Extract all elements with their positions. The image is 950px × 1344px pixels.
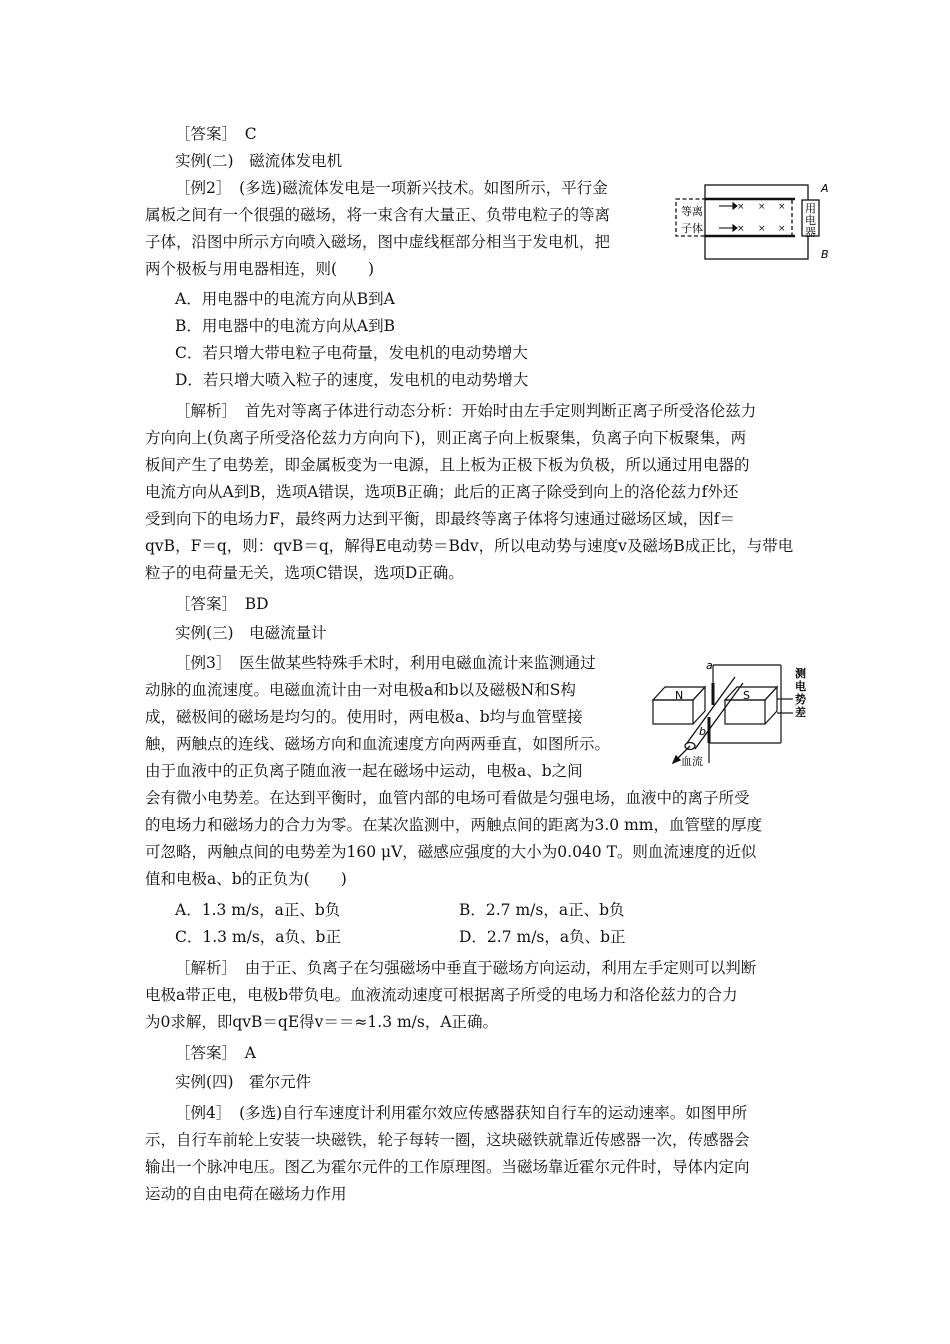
answer-1: ［答案］ C <box>175 125 257 143</box>
electrode-b-label: b <box>699 725 706 738</box>
example-3-line: 可忽略，两触点间的电势差为160 μV，磁感应强度的大小为0.040 T。则血流速度的近似 <box>145 843 757 861</box>
option-b: B．用电器中的电流方向从A到B <box>175 317 395 335</box>
field-cross: × <box>758 224 766 234</box>
measure-label: 差 <box>795 706 806 719</box>
example-3-line: 会有微小电势差。在达到平衡时，血管内部的电场可看做是匀强电场，血液中的离子所受 <box>145 789 750 807</box>
device-label: 用 <box>805 202 816 215</box>
analysis-2-line: 方向向上(负离子所受洛伦兹力方向向下)，则正离子向上板聚集，负离子向下板聚集，两 <box>145 429 747 447</box>
analysis-3-line: 电极a带正电，电极b带负电。血液流动速度可根据离子所受的电场力和洛伦兹力的合力 <box>145 986 738 1004</box>
example-4-line: 示，自行车前轮上安装一块磁铁，轮子每转一圈，这块磁铁就靠近传感器一次，传感器会 <box>145 1131 750 1149</box>
analysis-2-line: 电流方向从A到B，选项A错误，选项B正确；此后的正离子除受到向上的洛伦兹力f外还 <box>145 483 739 501</box>
option-a: A．1.3 m/s，a正、b负 <box>175 901 341 919</box>
analysis-2-line: 受到向下的电场力F，最终两力达到平衡，即最终等离子体将匀速通过磁场区域，因f＝ <box>145 510 735 528</box>
example-3-line: 触，两触点的连线、磁场方向和血流速度方向两两垂直，如图所示。 <box>145 735 611 753</box>
plate-b-label: B <box>821 248 829 261</box>
example-4-line: 输出一个脉冲电压。图乙为霍尔元件的工作原理图。当磁场靠近霍尔元件时，导体内定向 <box>145 1158 750 1176</box>
example-3-line: 成，磁极间的磁场是均匀的。使用时，两电极a、b均与血管壁接 <box>145 708 583 726</box>
plasma-label: 等离 <box>681 205 703 218</box>
example-3-line: 动脉的血流速度。电磁血流计由一对电极a和b以及磁极N和S构 <box>145 681 576 699</box>
example-2-line: 两个极板与用电器相连，则( ) <box>145 260 375 278</box>
device-label: 电 <box>805 214 816 227</box>
example-4-line: ［例4］ (多选)自行车速度计利用霍尔效应传感器获知自行车的运动速率。如图甲所 <box>175 1104 748 1122</box>
section-title-2: 实例(二) 磁流体发电机 <box>175 152 343 170</box>
example-4-line: 运动的自由电荷在磁场力作用 <box>145 1185 347 1203</box>
pole-s-label: S <box>743 689 750 702</box>
answer-2: ［答案］ BD <box>175 595 269 613</box>
option-c: C．1.3 m/s，a负、b正 <box>175 928 341 946</box>
field-cross: × <box>737 224 745 234</box>
example-3-line: 的电场力和磁场力的合力为零。在某次监测中，两触点间的距离为3.0 mm，血管壁的厚度 <box>145 816 762 834</box>
device-label: 器 <box>805 226 816 239</box>
example-2-line: ［例2］ (多选)磁流体发电是一项新兴技术。如图所示，平行金 <box>175 179 608 197</box>
option-a: A．用电器中的电流方向从B到A <box>175 290 395 308</box>
analysis-2-line: 粒子的电荷量无关，选项C错误，选项D正确。 <box>145 564 464 582</box>
mhd-generator-figure <box>673 178 833 264</box>
measure-label: 势 <box>795 693 806 706</box>
example-3-line: ［例3］ 医生做某些特殊手术时，利用电磁血流计来监测通过 <box>175 654 596 672</box>
section-title-4: 实例(四) 霍尔元件 <box>175 1073 312 1091</box>
example-3-line: 值和电极a、b的正负为( ) <box>145 870 347 888</box>
example-3-line: 由于血液中的正负离子随血液一起在磁场中运动，电极a、b之间 <box>145 762 583 780</box>
analysis-3-line: 为0求解，即qvB＝qE得v＝＝≈1.3 m/s，A正确。 <box>145 1013 499 1031</box>
electrode-a-label: a <box>706 659 713 672</box>
field-cross: × <box>778 202 786 212</box>
option-c: C．若只增大带电粒子电荷量，发电机的电动势增大 <box>175 344 528 362</box>
flowmeter-figure <box>643 655 825 767</box>
blood-flow-label: 血流 <box>681 755 703 767</box>
measure-label: 电 <box>795 680 806 693</box>
example-2-line: 属板之间有一个很强的磁场，将一束含有大量正、负带电粒子的等离 <box>145 206 611 224</box>
plate-a-label: A <box>821 182 829 195</box>
plasma-label: 子体 <box>681 222 703 235</box>
analysis-2-line: qvB，F＝q，则：qvB＝q，解得E电动势＝Bdv，所以电动势与速度v及磁场B成正比，与带电 <box>145 537 794 555</box>
field-cross: × <box>758 202 766 212</box>
analysis-3-line: ［解析］ 由于正、负离子在匀强磁场中垂直于磁场方向运动，利用左手定则可以判断 <box>175 959 757 977</box>
measure-label: 测 <box>795 667 806 680</box>
answer-3: ［答案］ A <box>175 1044 256 1062</box>
example-2-line: 子体，沿图中所示方向喷入磁场，图中虚线框部分相当于发电机，把 <box>145 233 611 251</box>
field-cross: × <box>737 202 745 212</box>
section-title-3: 实例(三) 电磁流量计 <box>175 624 327 642</box>
pole-n-label: N <box>675 689 684 702</box>
option-d: D．2.7 m/s，a负、b正 <box>459 928 626 946</box>
field-cross: × <box>778 224 786 234</box>
option-d: D．若只增大喷入粒子的速度，发电机的电动势增大 <box>175 371 529 389</box>
analysis-2-line: ［解析］ 首先对等离子体进行动态分析：开始时由左手定则判断正离子所受洛伦兹力 <box>175 402 757 420</box>
option-b: B．2.7 m/s，a正、b负 <box>459 901 625 919</box>
analysis-2-line: 板间产生了电势差，即金属板变为一电源，且上板为正极下板为负极，所以通过用电器的 <box>145 456 750 474</box>
